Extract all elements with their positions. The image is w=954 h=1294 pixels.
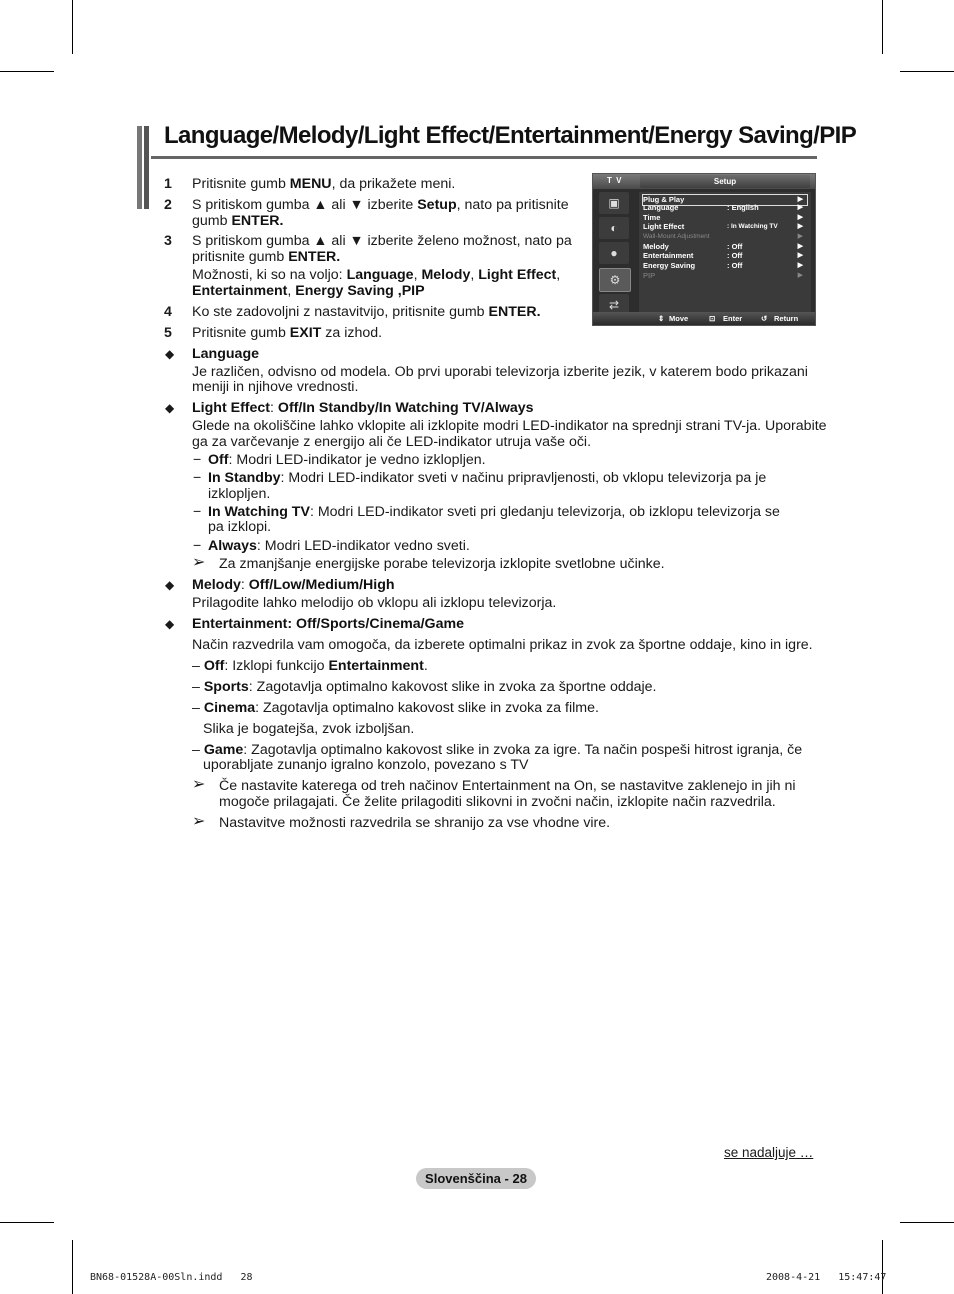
- crop-mark: [72, 0, 73, 54]
- osd-sidebar: [595, 190, 635, 318]
- light-effect-heading: Light Effect: Off/In Standby/In Watching TV/Always: [192, 400, 534, 416]
- picture-icon: ▣: [599, 192, 629, 214]
- continues-label: se nadaljuje …: [724, 1145, 814, 1160]
- light-effect-always: Always: Modri LED-indikator vedno sveti.: [208, 538, 470, 554]
- melody-text: Prilagodite lahko melodijo ob vklopu ali izklopu televizorja.: [192, 595, 557, 611]
- footer-file-info: BN68-01528A-00Sln.indd 28: [90, 1272, 253, 1283]
- crop-mark: [900, 1222, 954, 1223]
- page-title: Language/Melody/Light Effect/Entertainment/Energy Saving/PIP: [164, 122, 857, 149]
- osd-footer: [593, 312, 815, 325]
- step-2: [164, 197, 569, 213]
- note-arrow-icon: ➢: [192, 554, 206, 571]
- osd-item: PIP ▶: [643, 271, 803, 280]
- osd-move-label: Move: [669, 314, 689, 323]
- step-number: 2: [164, 197, 172, 213]
- entertainment-game: – Game: Zagotavlja optimalno kakovost slike in zvoka za igre. Ta način pospeši hitrost igranja, če: [192, 742, 803, 758]
- entertainment-sports: – Sports: Zagotavlja optimalno kakovost slike in zvoka za športne oddaje.: [192, 679, 657, 695]
- sound-icon: ◐: [599, 217, 629, 239]
- entertainment-note-1-cont: mogoče prilagajati. Če želite prilagoditi slikovni in zvočni način, izklopite način razvedrila.: [219, 794, 776, 810]
- light-effect-text: Glede na okoliščine lahko vklopite ali izklopite modri LED-indikator na sprednji strani TV-ja. Uporabite: [192, 418, 827, 434]
- osd-item-list: [639, 192, 811, 314]
- light-effect-standby-cont: izklopljen.: [208, 486, 271, 502]
- crop-mark: [0, 71, 54, 72]
- step-text: Ko ste zadovoljni z nastavitvijo, pritisnite gumb ENTER.: [192, 304, 541, 320]
- channel-icon: ●: [599, 242, 629, 264]
- osd-setup-title: Setup: [640, 175, 810, 188]
- entertainment-game-cont: uporabljate zunanjo igralno konzolo, povezano s TV: [203, 757, 529, 773]
- step-number: 5: [164, 325, 172, 341]
- tv-setup-menu-screenshot: [592, 173, 816, 326]
- step-number: 1: [164, 176, 172, 192]
- crop-mark: [882, 1240, 883, 1294]
- enter-icon: ⊡: [709, 314, 716, 323]
- light-effect-text: ga za varčevanje z energijo ali če LED-indikator utruja vaše oči.: [192, 434, 592, 450]
- step-text: S pritiskom gumba ▲ ali ▼ izberite želeno možnost, nato pa: [192, 233, 572, 249]
- crop-mark: [900, 71, 954, 72]
- entertainment-heading: Entertainment: Off/Sports/Cinema/Game: [192, 616, 464, 632]
- step-3-cont: pritisnite gumb ENTER.: [192, 249, 341, 265]
- language-text: Je različen, odvisno od modela. Ob prvi uporabi televizorja izberite jezik, v katerem bodo prikazani: [192, 364, 808, 380]
- entertainment-cinema-cont: Slika je bogatejša, zvok izboljšan.: [203, 721, 415, 737]
- bullet-icon: ◆: [165, 617, 175, 631]
- language-text: meniji in njihove vrednosti.: [192, 379, 359, 395]
- step-3-options-cont: Entertainment, Energy Saving ,PIP: [192, 283, 425, 299]
- osd-item: Time ▶: [643, 213, 803, 222]
- light-effect-watching-cont: pa izklopi.: [208, 519, 272, 535]
- dash: −: [193, 452, 202, 468]
- step-4: [164, 304, 541, 320]
- step-1: [164, 176, 456, 192]
- osd-item: Wall-Mount Adjustment ▶: [643, 233, 803, 240]
- footer-timestamp: 2008-4-21 15:47:47: [766, 1272, 887, 1283]
- melody-heading: Melody: Off/Low/Medium/High: [192, 577, 395, 593]
- crop-mark: [0, 1222, 54, 1223]
- note-arrow-icon: ➢: [192, 813, 206, 830]
- entertainment-note-1: Če nastavite katerega od treh načinov Entertainment na On, se nastavitve zaklenejo in jih ni: [219, 778, 796, 794]
- osd-header: [593, 174, 815, 189]
- osd-item: Energy Saving : Off ▶: [643, 261, 803, 270]
- crop-mark: [882, 0, 883, 54]
- step-3-options: Možnosti, ki so na voljo: Language, Melody, Light Effect,: [192, 267, 561, 283]
- dash: −: [193, 470, 202, 486]
- note-arrow-icon: ➢: [192, 776, 206, 793]
- setup-gear-icon: ⚙: [599, 268, 631, 292]
- light-effect-watching: In Watching TV: Modri LED-indikator sveti pri gledanju televizorja, ob izklopu televizorja se: [208, 504, 780, 520]
- osd-item: Light Effect : In Watching TV ▶: [643, 222, 803, 231]
- dash: −: [193, 538, 202, 554]
- step-text: Pritisnite gumb MENU, da prikažete meni.: [192, 176, 456, 192]
- entertainment-off: – Off: Izklopi funkcijo Entertainment.: [192, 658, 428, 674]
- crop-mark: [72, 1240, 73, 1294]
- bullet-icon: ◆: [165, 347, 175, 361]
- entertainment-note-2: Nastavitve možnosti razvedrila se shranijo za vse vhodne vire.: [219, 815, 611, 831]
- step-text: Pritisnite gumb EXIT za izhod.: [192, 325, 383, 341]
- osd-item: Melody : Off ▶: [643, 242, 803, 251]
- step-2-cont: gumb ENTER.: [192, 213, 284, 229]
- move-icon: ⇕: [658, 314, 665, 323]
- title-decoration: [137, 126, 151, 209]
- osd-return-label: Return: [774, 314, 799, 323]
- light-effect-standby: In Standby: Modri LED-indikator sveti v načinu pripravljenosti, ob vklopu televizorja pa je: [208, 470, 767, 486]
- osd-tv-label: T V: [607, 176, 623, 185]
- step-number: 4: [164, 304, 172, 320]
- entertainment-text: Način razvedrila vam omogoča, da izberete optimalni prikaz in zvok za športne oddaje, kino in igre.: [192, 637, 813, 653]
- language-heading: Language: [192, 346, 260, 362]
- page-number-badge: Slovenščina - 28: [416, 1168, 536, 1189]
- osd-enter-label: Enter: [723, 314, 743, 323]
- title-rule: [151, 156, 817, 159]
- input-icon: ⇄: [599, 294, 629, 316]
- return-icon: ↺: [761, 314, 768, 323]
- step-number: 3: [164, 233, 172, 249]
- dash: −: [193, 504, 202, 520]
- step-text: S pritiskom gumba ▲ ali ▼ izberite Setup, nato pa pritisnite: [192, 197, 569, 213]
- light-effect-note: Za zmanjšanje energijske porabe televizorja izklopite svetlobne učinke.: [219, 556, 665, 572]
- osd-item: Language : English ▶: [643, 203, 803, 212]
- osd-item: Plug & Play ▶: [642, 194, 808, 206]
- bullet-icon: ◆: [165, 401, 175, 415]
- bullet-icon: ◆: [165, 578, 175, 592]
- step-5: [164, 325, 383, 341]
- osd-item: Entertainment : Off ▶: [643, 251, 803, 260]
- light-effect-off: Off: Modri LED-indikator je vedno izklopljen.: [208, 452, 486, 468]
- entertainment-cinema: – Cinema: Zagotavlja optimalno kakovost slike in zvoka za filme.: [192, 700, 599, 716]
- step-3: [164, 233, 572, 249]
